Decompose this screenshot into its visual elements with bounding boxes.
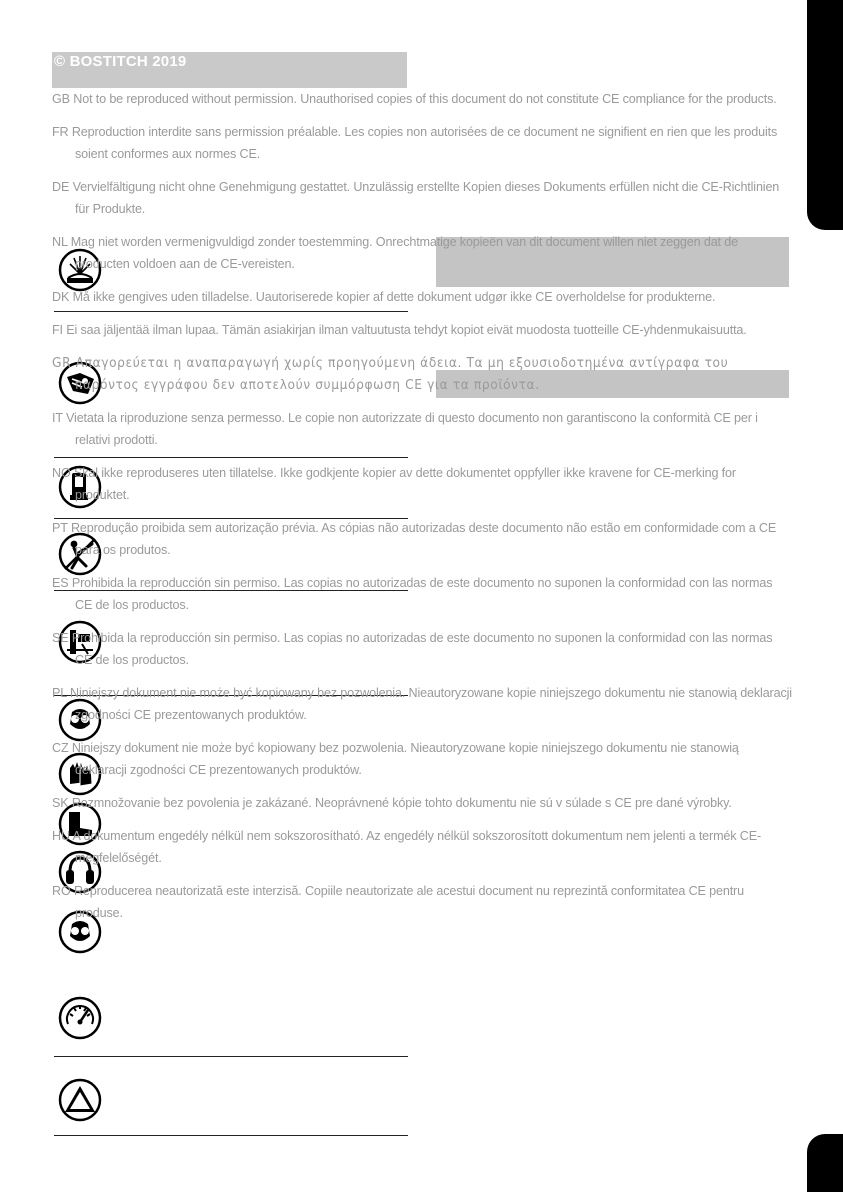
copyright-notice-cz: CZ Niniejszy dokument nie może być kopiowany bez pozwolenia. Nieautoryzowane kopie niniejszego dokumentu nie stanowią deklaracji zgodności CE prezentowanych produktów. (52, 741, 739, 777)
copyright-notice-sk: SK Rozmnožovanie bez povolenia je zakázané. Neoprávnené kópie tohto dokumentu nie sú v súlade s CE pre dané výrobky. (52, 796, 732, 810)
copyright-notice-fi: FI Ei saa jäljentää ilman lupaa. Tämän asiakirjan ilman valtuutusta tehdyt kopiot eivät muodosta tuotteille CE-yhdenmukaisuutta. (52, 323, 747, 337)
copyright-notice-pl: PL Niniejszy dokument nie może być kopiowany bez pozwolenia. Nieautoryzowane kopie niniejszego dokumentu nie stanowią deklaracji zgodności CE prezentowanych produktów. (52, 686, 792, 722)
copyright-notice-se: SE Prohibida la reproducción sin permiso. Las copias no autorizadas de este documento no suponen la conformidad con las normas CE de los productos. (52, 631, 773, 667)
copyright-title: © BOSTITCH 2019 (54, 53, 187, 70)
copyright-notices (52, 88, 792, 935)
copyright-header-band (52, 52, 407, 88)
copyright-notice-no: NO Skal ikke reproduseres uten tillatelse. Ikke godkjente kopier av dette dokumentet oppfyller ikke kravene for CE-merking for produktet. (52, 466, 736, 502)
chapter-tab-top (807, 0, 843, 230)
copyright-notice-dk: DK Må ikke gengives uden tilladelse. Uautoriserede kopier af dette dokument udgør ikke CE overholdelse for produkterne. (52, 290, 716, 304)
copyright-notice-ro: RO Reproducerea neautorizată este interzisă. Copiile neautorizate ale acestui document nu reprezintă conformitatea CE pentru produse. (52, 884, 744, 920)
copyright-notice-fr: FR Reproduction interdite sans permission préalable. Les copies non autorisées de ce document ne signifient en rien que les produits soient conformes aux normes CE. (52, 125, 778, 161)
chapter-tab-bottom (807, 1134, 843, 1192)
icon-row (54, 1056, 408, 1136)
copyright-notice-pt: PT Reprodução proibida sem autorização prévia. As cópias não autorizadas deste documento não estão em conformidade com a CE para os produtos. (52, 521, 777, 557)
icon-row (54, 980, 408, 1057)
copyright-notice-es: ES Prohibida la reproducción sin permiso. Las copias no autorizadas de este documento no suponen la conformidad con las normas CE de los productos. (52, 576, 773, 612)
copyright-notice-de: DE Vervielfältigung nicht ohne Genehmigung gestattet. Unzulässig erstellte Kopien dieses Dokuments erfüllen nicht die CE-Richtlinien für Produkte. (52, 180, 780, 216)
warning-triangle-icon (58, 1078, 102, 1122)
copyright-notice-nl: NL Mag niet worden vermenigvuldigd zonder toestemming. Onrechtmatige kopieën van dit document willen niet zeggen dat de producten voldoen aan de CE-vereisten. (52, 235, 738, 271)
copyright-notice-gr: GR Απαγορεύεται η αναπαραγωγή χωρίς προηγούμενη άδεια. Τα μη εξουσιοδοτημένα αντίγραφα του παρόντος εγγράφου δεν αποτελούν συμμόρφωση CE για τα προϊόντα. (52, 355, 729, 393)
pressure-gauge-icon (58, 996, 102, 1040)
copyright-notice-gb: GB Not to be reproduced without permission. Unauthorised copies of this document do not constitute CE compliance for the products. (52, 92, 777, 106)
copyright-notice-hu: HU A dokumentum engedély nélkül nem sokszorosítható. Az engedély nélkül sokszorosított dokumentum nem jelenti a termék CE-megfelelőségét. (52, 829, 762, 865)
copyright-notice-it: IT Vietata la riproduzione senza permesso. Le copie non autorizzate di questo documento non garantiscono la conformità CE per i relativi prodotti. (52, 411, 758, 447)
